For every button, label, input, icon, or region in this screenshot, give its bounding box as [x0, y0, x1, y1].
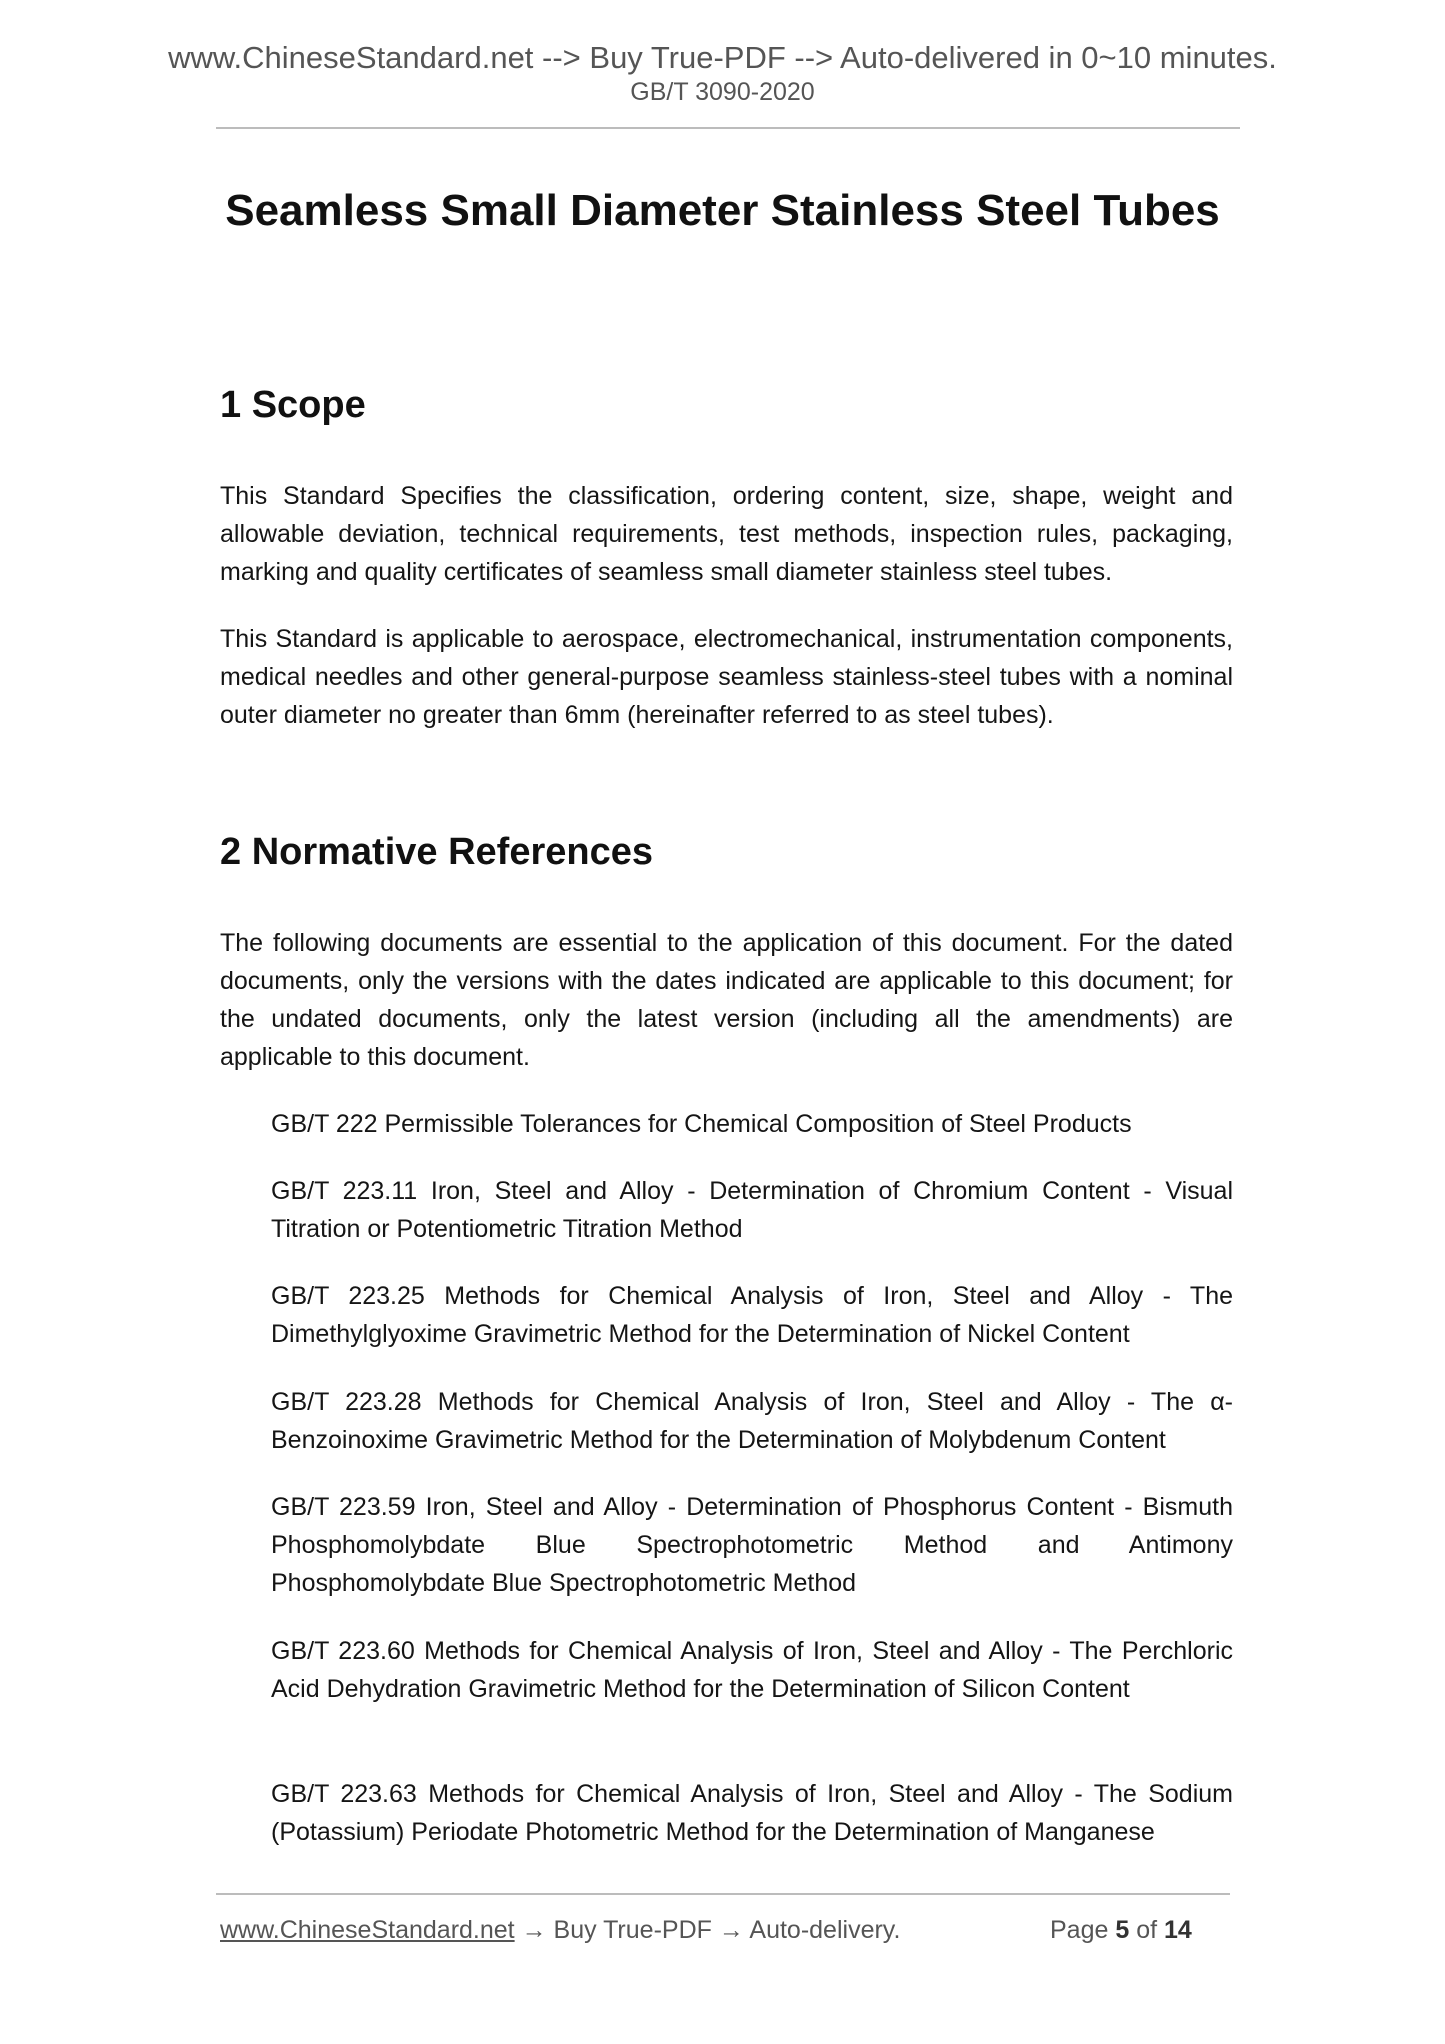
total-pages: 14 [1164, 1916, 1192, 1944]
footer-divider [216, 1893, 1230, 1895]
header-standard-code: GB/T 3090-2020 [630, 78, 815, 106]
reference-item: GB/T 223.11 Iron, Steel and Alloy - Determination of Chromium Content - Visual Titration or Potentiometric Titration Method [271, 1177, 1233, 1243]
footer-promo [220, 1914, 900, 1946]
section-heading-scope: 1 Scope [220, 384, 366, 426]
reference-item: GB/T 222 Permissible Tolerances for Chemical Composition of Steel Products [271, 1110, 1132, 1138]
of-label: of [1136, 1916, 1158, 1944]
header-divider [216, 127, 1240, 129]
reference-item: GB/T 223.25 Methods for Chemical Analysis of Iron, Steel and Alloy - The Dimethylglyoxime Gravimetric Method for the Determination of Nickel Content [271, 1282, 1233, 1348]
page-label: Page [1050, 1916, 1109, 1944]
references-intro-paragraph: The following documents are essential to the application of this document. For the dated documents, only the versions with the dates indicated are applicable to this document; for the undated documents, only the latest version (including all the amendments) are applicable to this document. [220, 929, 1233, 1071]
section-heading-normative-references: 2 Normative References [220, 831, 653, 873]
page-number: 5 [1115, 1916, 1130, 1944]
reference-item: GB/T 223.60 Methods for Chemical Analysis of Iron, Steel and Alloy - The Perchloric Acid Dehydration Gravimetric Method for the Determination of Silicon Content [271, 1637, 1233, 1703]
scope-paragraph-1: This Standard Specifies the classification, ordering content, size, shape, weight and allowable deviation, technical requirements, test methods, inspection rules, packaging, marking and quality certificates of seamless small diameter stainless steel tubes. [220, 482, 1233, 586]
reference-item: GB/T 223.63 Methods for Chemical Analysis of Iron, Steel and Alloy - The Sodium (Potassium) Periodate Photometric Method for the Determination of Manganese [271, 1780, 1233, 1846]
reference-item: GB/T 223.28 Methods for Chemical Analysis of Iron, Steel and Alloy - The α-Benzoinoxime Gravimetric Method for the Determination of Molybdenum Content [271, 1388, 1233, 1454]
footer-site-link[interactable]: www.ChineseStandard.net [220, 1916, 515, 1944]
footer-tagline: → Buy True-PDF → Auto-delivery. [514, 1916, 901, 1944]
reference-item: GB/T 223.59 Iron, Steel and Alloy - Determination of Phosphorus Content - Bismuth Phosphomolybdate Blue Spectrophotometric Method and Antimony Phosphomolybdate Blue Spectrophotometric Method [271, 1493, 1233, 1597]
document-title: Seamless Small Diameter Stainless Steel Tubes [225, 186, 1220, 235]
scope-paragraph-2: This Standard is applicable to aerospace, electromechanical, instrumentation components, medical needles and other general-purpose seamless stainless-steel tubes with a nominal outer diameter no greater than 6mm (hereinafter referred to as steel tubes). [220, 625, 1233, 729]
page-indicator [1050, 1914, 1192, 1946]
header-banner: www.ChineseStandard.net --> Buy True-PDF --> Auto-delivered in 0~10 minutes. [168, 40, 1277, 75]
